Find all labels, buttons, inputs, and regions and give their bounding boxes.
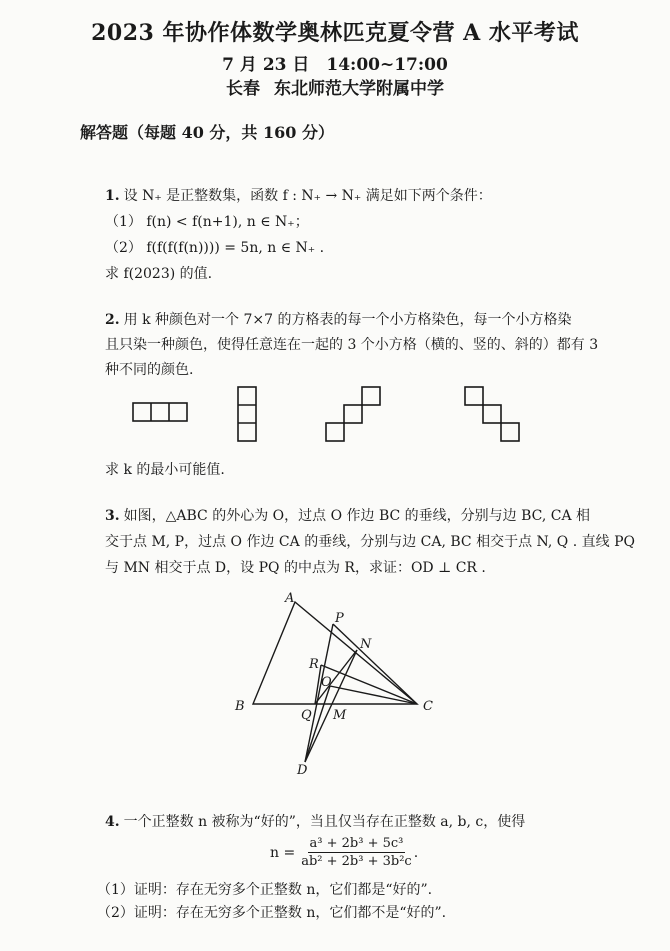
exam-venue: [0, 74, 670, 99]
formula-end: .: [413, 844, 419, 861]
line-oc: [330, 686, 417, 704]
problem-2-number: 2.: [105, 312, 120, 328]
problem-2-question: 求 k 的最小可能值.: [105, 462, 225, 478]
problem-1-text: 设 N₊ 是正整数集，函数 f : N₊ → N₊ 满足如下两个条件：: [123, 188, 492, 204]
label-b: B: [235, 699, 245, 714]
problem-4-formula: [270, 836, 418, 869]
problem-1-question: 求 f(2023) 的值.: [105, 266, 213, 282]
label-d: D: [297, 763, 308, 775]
formula-fraction: [299, 836, 414, 869]
problem-4-part-1: （1）证明：存在无穷多个正整数 n，它们都是“好的”.: [97, 882, 433, 898]
problem-3-line-3: 与 MN 相交于点 D，设 PQ 的中点为 R，求证：OD ⊥ CR .: [105, 560, 486, 576]
horizontal-triple: [133, 403, 187, 421]
problem-1-condition-1: （1） f(n) < f(n+1), n ∈ N₊；: [105, 214, 309, 230]
problem-4-part-2: （2）证明：存在无穷多个正整数 n，它们都不是“好的”.: [97, 905, 447, 921]
diagonal-triple-down: [465, 387, 519, 441]
label-c: C: [423, 699, 433, 714]
problem-2-line-1: [105, 310, 571, 330]
problem-4-number: 4.: [105, 814, 120, 830]
problem-4-stem: [105, 812, 525, 832]
problem-1-number: 1.: [105, 188, 120, 204]
problem-2-figure: [130, 385, 530, 445]
problem-3-text: 如图，△ABC 的外心为 O，过点 O 作边 BC 的垂线，分别与边 BC, CA 相: [123, 508, 591, 524]
venue-school: 东北师范大学附属中学: [274, 79, 444, 99]
label-m: M: [333, 708, 347, 723]
problem-1-stem: [105, 186, 492, 206]
label-r: R: [309, 657, 319, 672]
exam-title: 2023 年协作体数学奥林匹克夏令营 A 水平考试: [91, 20, 579, 46]
problem-4-text: 一个正整数 n 被称为“好的”，当且仅当存在正整数 a, b, c，使得: [123, 814, 526, 830]
problem-2-line-2: 且只染一种颜色，使得任意连在一起的 3 个小方格（横的、竖的、斜的）都有 3: [105, 337, 599, 353]
label-o: O: [321, 675, 332, 690]
problem-1-condition-2: （2） f(f(f(f(n)))) = 5n, n ∈ N₊ .: [105, 240, 325, 256]
exam-time: 7 月 23 日 14:00~17:00: [222, 55, 448, 75]
vertical-triple: [238, 387, 256, 441]
formula-numerator: a³ + 2b³ + 5c³: [309, 836, 404, 851]
problem-3-line-1: [105, 506, 590, 526]
formula-denominator: ab² + 2b³ + 3b²c: [301, 854, 412, 869]
diagonal-triple-up: [326, 387, 380, 441]
problem-2-text: 用 k 种颜色对一个 7×7 的方格表的每一个小方格染色，每一个小方格染: [123, 312, 572, 328]
label-n: N: [360, 637, 372, 652]
problem-3-number: 3.: [105, 508, 120, 524]
problem-3-line-2: 交于点 M, P，过点 O 作边 CA 的垂线，分别与边 CA, BC 相交于点 N, Q . 直线 PQ: [105, 534, 635, 550]
label-q: Q: [301, 708, 312, 723]
line-pq: [305, 624, 333, 762]
label-p: P: [335, 611, 344, 626]
section-heading: 解答题（每题 40 分，共 160 分）: [80, 123, 334, 142]
problem-3-geometry-figure: [225, 590, 445, 775]
problem-2-line-3: 种不同的颜色.: [105, 362, 194, 378]
label-a: A: [285, 591, 295, 606]
formula-lhs: n =: [270, 844, 296, 861]
venue-city: 长春: [226, 79, 260, 99]
